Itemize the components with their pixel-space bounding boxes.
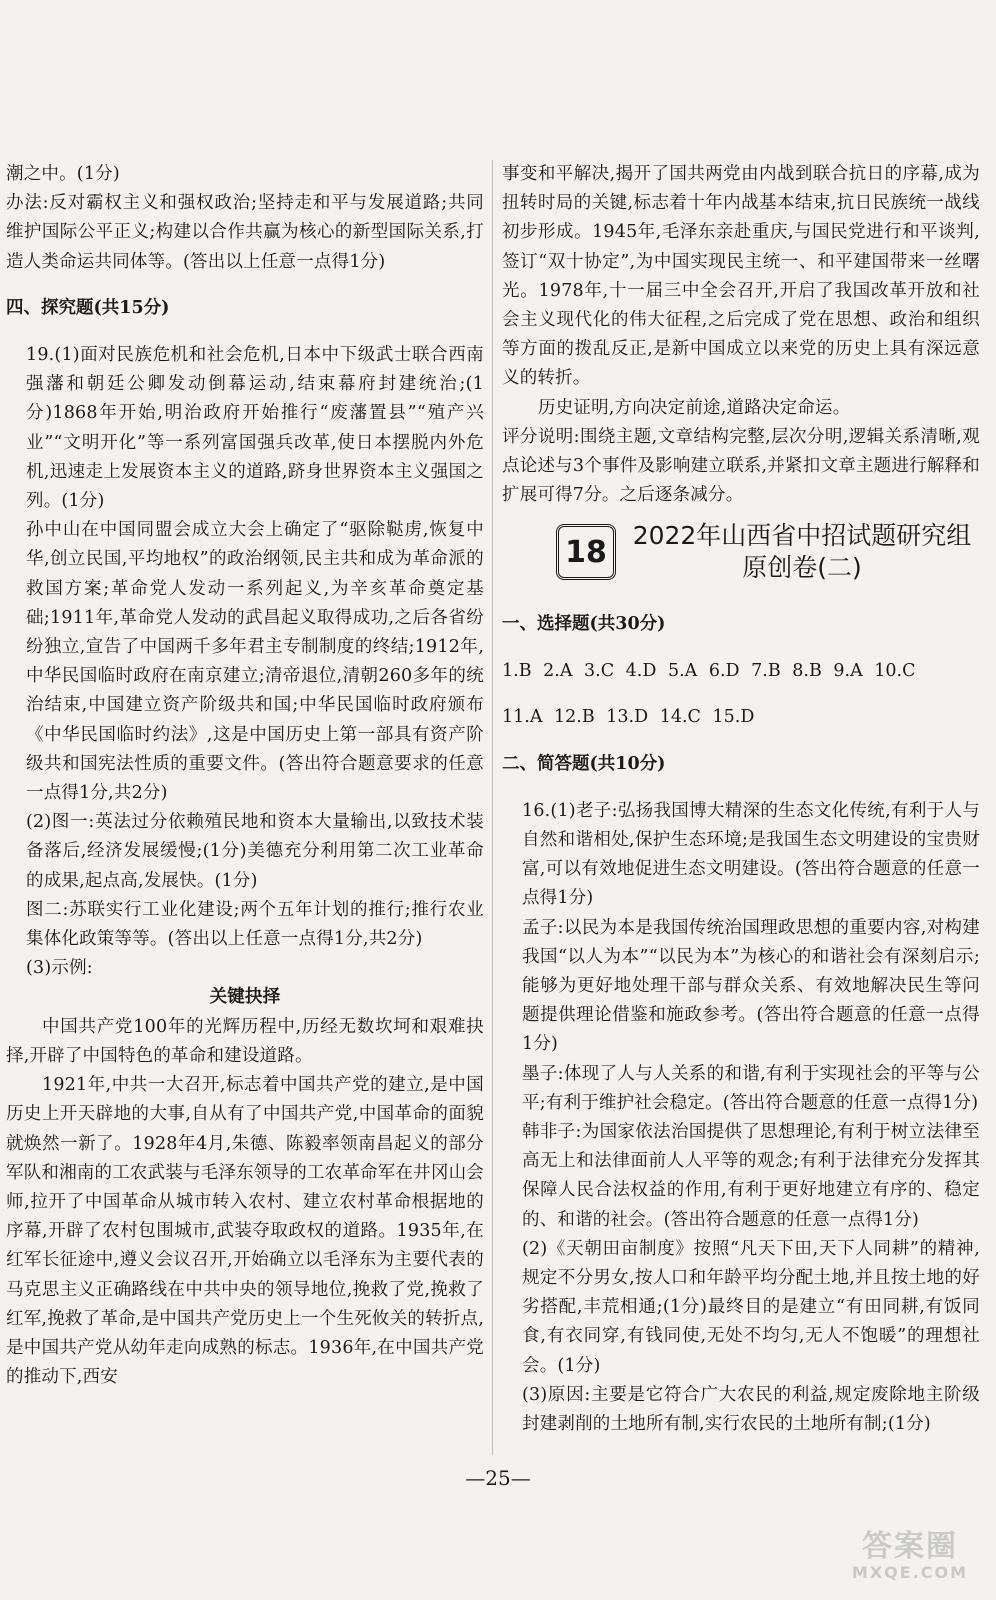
scoring-note: 评分说明:围绕主题,文章结构完整,层次分明,逻辑关系清晰,观点论述与3个事件及影响建立联系,并紧扣文章主题进行解释和扩展可得7分。之后逐条减分。 <box>502 426 980 506</box>
choice-answers-row-1: 1.B 2.A 3.C 4.D 5.A 6.D 7.B 8.B 9.A 10.C <box>502 660 916 681</box>
q19-part3-example: (3)示例: <box>26 958 93 979</box>
q19-part1-china: 孙中山在中国同盟会成立大会上确定了“驱除鞑虏,恢复中华,创立民国,平均地权”的政治纲领,民主共和成为革命派的救国方案;革命党人发动一系列起义,为辛亥革命奠定基础;1911年,革命党人发动的武昌起义取得成功,之后各省纷纷独立,宣告了中国两千多年君主专制制度的终结;1912年,中华民国临时政府在南京建立;清帝退位,清朝260多年的统治结束,中国建立资产阶级共和国;中华民国临时政府颁布《中华民国临时约法》,这是中国历史上第一部具有资产阶级共和国宪法性质的重要文件。(答出符合题意要求的任意一点得1分,共2分) <box>26 520 484 804</box>
exam-number-badge: 18 <box>556 524 616 580</box>
q16-mozi: 墨子:体现了人与人关系的和谐,有利于实现社会的平等与公平;有利于维护社会稳定。(答出符合题意的任意一点得1分) <box>522 1063 980 1113</box>
essay-paragraph-1: 中国共产党100年的光辉历程中,历经无数坎坷和艰难抉择,开辟了中国特色的革命和建设道路。 <box>6 1016 484 1066</box>
watermark-text: 答案圈 <box>862 1529 958 1564</box>
q19-part2-figure2: 图二:苏联实行工业化建设;两个五年计划的推行;推行农业集体化政策等等。(答出以上任意一点得1分,共2分) <box>26 899 484 950</box>
essay-continuation: 事变和平解决,揭开了国共两党由内战到联合抗日的序幕,成为扭转时局的关键,标志着十年内战基本结束,抗日民族统一战线初步形成。1945年,毛泽东亲赴重庆,与国民党进行和平谈判,签订“双十协定”,为中国实现民主统一、和平建国带来一丝曙光。1978年,十一届三中全会召开,开启了我国改革开放和社会主义现代化的伟大征程,之后完成了党在思想、政治和组织等方面的拨乱反正,是新中国成立以来党的历史上具有深远意义的转折。 <box>502 164 980 389</box>
essay-paragraph-2: 1921年,中共一大召开,标志着中国共产党的建立,是中国历史上开天辟地的大事,自从有了中国共产党,中国革命的面貌就焕然一新了。1928年4月,朱德、陈毅率领南昌起义的部分军队和湘南的工农武装与毛泽东领导的工农革命军在井冈山会师,拉开了中国革命从城市转入农村、建立农村革命根据地的序幕,开辟了农村包围城市,武装夺取政权的道路。1935年,在红军长征途中,遵义会议召开,开始确立以毛泽东为主要代表的马克思主义正确路线在中共中央的领导地位,挽救了党,挽救了红军,挽救了革命,是中国共产党历史上一个生死攸关的转折点,是中国共产党从幼年走向成熟的标志。1936年,在中国共产党的推动下,西安 <box>6 1075 484 1388</box>
q16-part3: (3)原因:主要是它符合广大农民的利益,规定废除地主阶级封建剥削的土地所有制,实行农民的土地所有制;(1分) <box>522 1384 980 1435</box>
choice-answers-row-2: 11.A 12.B 13.D 14.C 15.D <box>502 707 755 728</box>
q16-laozi: 16.(1)老子:弘扬我国博大精深的生态文化传统,有利于人与自然和谐相处,保护生态环境;是我国生态文明建设的宝贵财富,可以有效地促进生态文明建设。(答出符合题意的任意一点得1分) <box>522 800 980 909</box>
section-heading-explore: 四、探究题(共15分) <box>6 298 170 319</box>
page-number: —25— <box>465 1466 531 1490</box>
q16-mengzi: 孟子:以民为本是我国传统治国理政思想的重要内容,对构建我国“以人为本”“以民为本”为核心的和谐社会有深刻启示;能够为更好地处理干部与群众关系、有效地解决民生等问题提供理论借鉴和施政参考。(答出符合题意的任意一点得1分) <box>522 917 980 1055</box>
essay-title: 关键抉择 <box>209 987 281 1008</box>
watermark-domain: MXQE.COM <box>851 1563 969 1582</box>
column-divider <box>492 160 493 1455</box>
q19-part1-japan: 19.(1)面对民族危机和社会危机,日本中下级武士联合西南强藩和朝廷公卿发动倒幕运动,结束幕府封建统治;(1分)1868年开始,明治政府开始推行“废藩置县”“殖产兴业”“文明开化”等一系列富国强兵改革,使日本摆脱内外危机,迅速走上发展资本主义的道路,跻身世界资本主义强国之列。(1分) <box>26 345 484 512</box>
q16-hanfeizi: 韩非子:为国家依法治国提供了思想理论,有利于树立法律至高无上和法律面前人人平等的观念;有利于法律充分发挥其保障人民合法权益的作用,有利于更好地建立有序的、稳定的、和谐的社会。(答出符合题意的任意一点得1分) <box>522 1121 980 1230</box>
left-line-1: 潮之中。(1分) <box>6 164 120 184</box>
essay-conclusion: 历史证明,方向决定前途,道路决定命运。 <box>538 397 851 418</box>
left-column <box>6 160 484 1392</box>
section-heading-choice: 一、选择题(共30分) <box>502 613 666 634</box>
watermark-logo <box>840 1530 980 1590</box>
q16-part2: (2)《天朝田亩制度》按照“凡天下田,天下人同耕”的精神,规定不分男女,按人口和年龄平均分配土地,并且按土地的好劣搭配,丰荒相通;(1分)最终目的是建立“有田同耕,有饭同食,有衣同穿,有钱同使,无处不均匀,无人不饱暖”的理想社会。(1分) <box>522 1238 980 1376</box>
q19-part2-figure1: (2)图一:英法过分依赖殖民地和资本大量输出,以致技术装备落后,经济发展缓慢;(1分)美德充分利用第二次工业革命的成果,起点高,发展快。(1分) <box>26 812 484 891</box>
section-heading-short: 二、简答题(共10分) <box>502 754 666 775</box>
exam-title-line-1: 2022年山西省中招试题研究组 <box>632 521 972 551</box>
exam-title <box>624 520 980 584</box>
left-paragraph-methods: 办法:反对霸权主义和强权政治;坚持走和平与发展道路;共同维护国际公平正义;构建以合作共赢为核心的新型国际关系,打造人类命运共同体等。(答出以上任意一点得1分) <box>6 193 484 272</box>
exam-title-line-2: 原创卷(二) <box>742 553 862 583</box>
right-column <box>502 160 980 1439</box>
exam-header <box>502 512 980 592</box>
